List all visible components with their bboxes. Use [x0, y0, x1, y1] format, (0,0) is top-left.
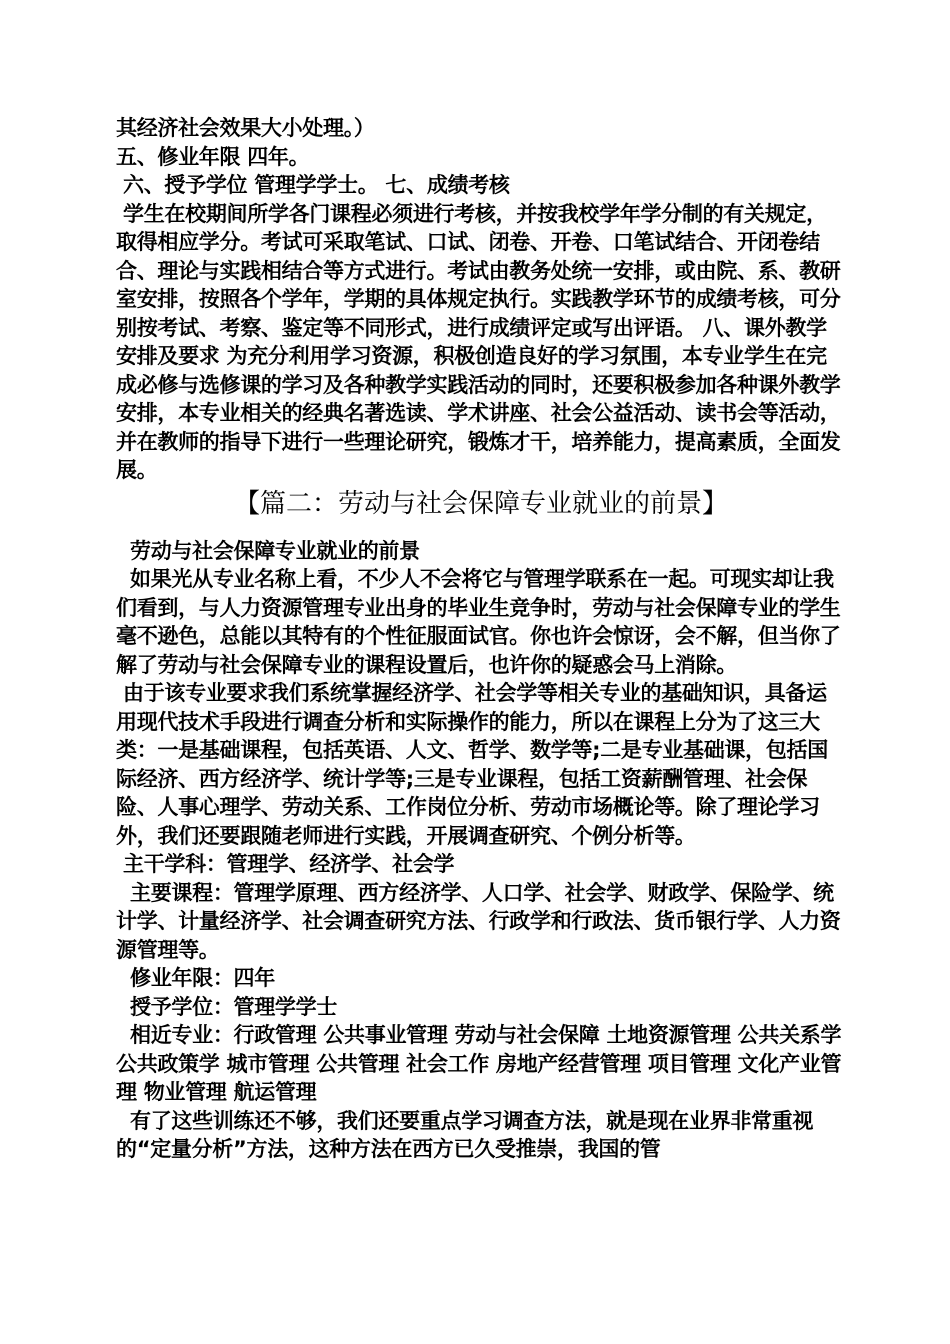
paragraph-intro: 如果光从专业名称上看，不少人不会将它与管理学联系在一起。可现实却让我们看到，与人力资源管理专业出身的毕业生竞争时，劳动与社会保障专业的学生毫不逊色，总能以其特有的个性征服面试官。你也许会惊讶，会不解，但当你了解了劳动与社会保障专业的课程设置后，也许你的疑惑会马上消除。 [116, 567, 841, 677]
document-page [116, 114, 849, 1164]
paragraph-assessment-body: 学生在校期间所学各门课程必须进行考核，并按我校学年学分制的有关规定，取得相应学分。考试可采取笔试、口试、闭卷、开卷、口笔试结合、开闭卷结合、理论与实践相结合等方式进行。考试由教务处统一安排，或由院、系、教研室安排，按照各个学年，学期的具体规定执行。实践教学环节的成绩考核，可分别按考试、考察、鉴定等不同形式，进行成绩评定或写出评语。 八、课外教学安排及要求 为充分利用学习资源，积极创造良好的学习氛围，本专业学生在完成必修与选修课的学习及各种教学实践活动的同时，还要积极参加各种课外教学安排，本专业相关的经典名著选读、学术讲座、社会公益活动、读书会等活动，并在教师的指导下进行一些理论研究，锻炼才干，培养能力，提高素质，全面发展。 [116, 201, 841, 482]
paragraph-effect-note: 其经济社会效果大小处理。） [116, 116, 375, 140]
paragraph-related-majors: 相近专业：行政管理 公共事业管理 劳动与社会保障 土地资源管理 公共关系学 公共政策学 城市管理 公共管理 社会工作 房地产经营管理 项目管理 文化产业管理 物业管理 航运管理 [116, 1023, 849, 1104]
paragraph-years: 修业年限：四年 [116, 966, 275, 990]
paragraph-curriculum: 由于该专业要求我们系统掌握经济学、社会学等相关专业的基础知识，具备运用现代技术手段进行调查分析和实际操作的能力，所以在课程上分为了这三大类：一是基础课程，包括英语、人文、哲学、数学等;二是专业基础课，包括国际经济、西方经济学、统计学等;三是专业课程，包括工资薪酬管理、社会保险、人事心理学、劳动关系、工作岗位分析、劳动市场概论等。除了理论学习外，我们还要跟随老师进行实践，开展调查研究、个例分析等。 [116, 681, 828, 848]
paragraph-title: 劳动与社会保障专业就业的前景 [116, 538, 420, 563]
paragraph-main-disciplines: 主干学科：管理学、经济学、社会学 [116, 852, 455, 876]
paragraph-methods: 有了这些训练还不够，我们还要重点学习调查方法，就是现在业界非常重视的“定量分析”方法，这种方法在西方已久受推崇，我国的管 [116, 1108, 814, 1161]
paragraph-main-courses: 主要课程：管理学原理、西方经济学、人口学、社会学、财政学、保险学、统计学、计量经济学、社会调查研究方法、行政学和行政法、货币银行学、人力资源管理等。 [116, 880, 841, 962]
paragraph-study-years: 五、修业年限 四年。 [116, 144, 310, 169]
section-heading: 【篇二：劳动与社会保障专业就业的前景】 [233, 488, 728, 519]
paragraph-degree-assessment: 六、授予学位 管理学学士。 七、成绩考核 [116, 173, 510, 197]
paragraph-degree: 授予学位：管理学学士 [116, 994, 338, 1019]
